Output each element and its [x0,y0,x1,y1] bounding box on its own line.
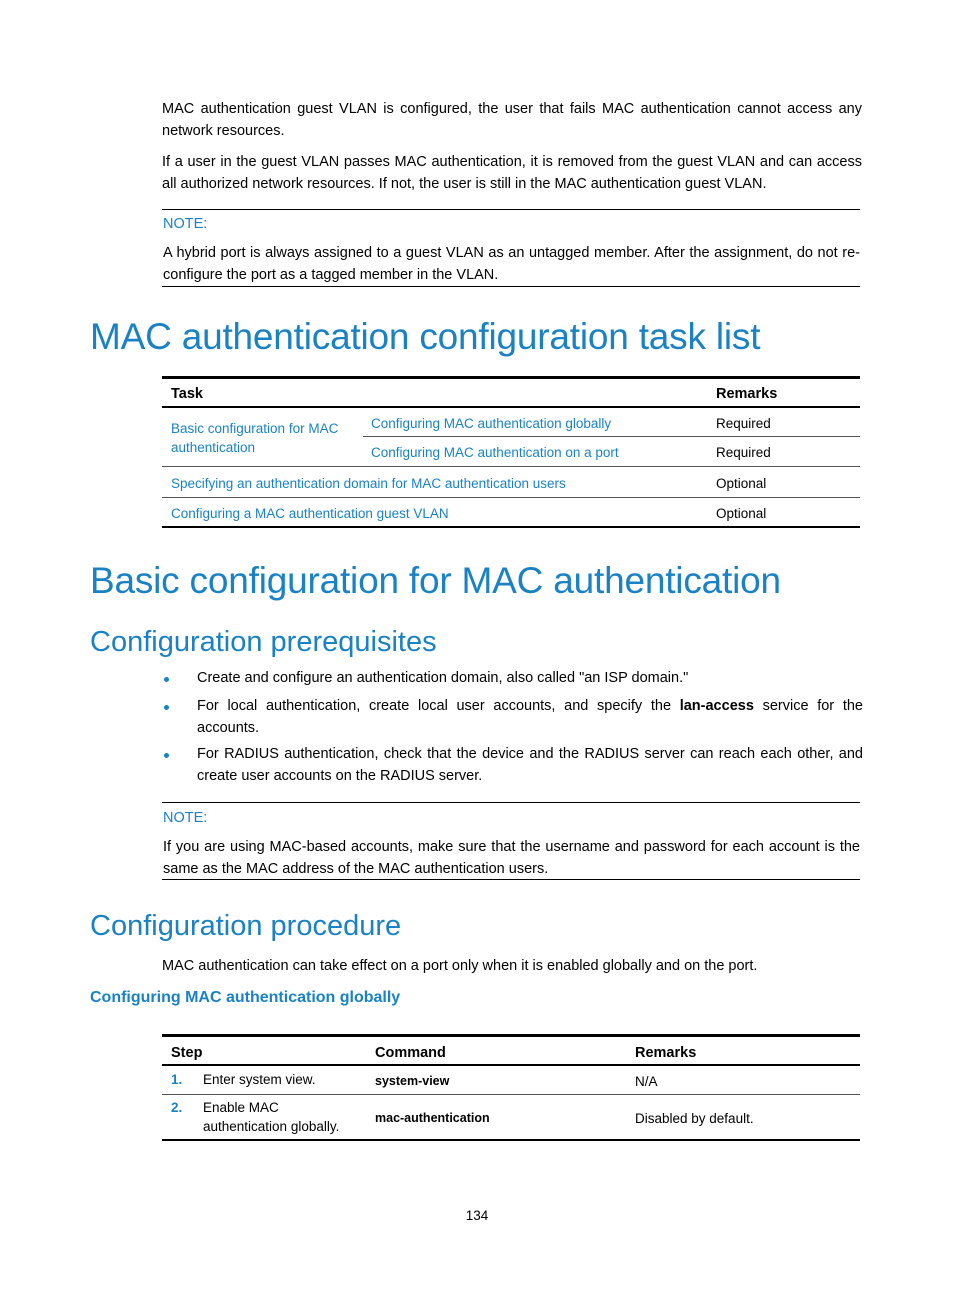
note-text: A hybrid port is always assigned to a guest VLAN as an untagged member. After the assignment, do not re-configure the port as a tagged member in the VLAN. [163,245,860,283]
task-link-port[interactable]: Configuring MAC authentication on a port [371,445,619,460]
task-remarks: Optional [716,476,767,491]
prereq-item-3: For RADIUS authentication, check that the device and the RADIUS server can reach each other, and create user accounts on the RADIUS server. [197,746,863,784]
step-remarks: Disabled by default. [635,1111,754,1126]
row-rule [162,1094,860,1095]
intro-paragraph-1: MAC authentication guest VLAN is configured, the user that fails MAC authentication cannot access any network resources. [162,101,862,139]
note-label: NOTE: [163,810,208,826]
global-config-heading: Configuring MAC authentication globally [90,989,401,1006]
bullet-icon [164,753,169,758]
header-command: Command [375,1045,446,1061]
note-top-rule [162,802,860,803]
table-bottom-rule [162,526,860,528]
note-bottom-rule [162,879,860,880]
prereq-item-2-post: service for the accounts. [197,698,863,736]
row-rule [363,436,860,437]
table-top-rule [162,376,860,379]
task-link-domain[interactable]: Specifying an authentication domain for MAC authentication users [171,476,566,491]
header-rule [162,406,860,408]
task-link-guest-vlan[interactable]: Configuring a MAC authentication guest VLAN [171,506,449,521]
step-remarks: N/A [635,1074,658,1089]
task-list-heading: MAC authentication configuration task list [90,316,761,357]
note-text: If you are using MAC-based accounts, make sure that the username and password for each account is the same as the MAC address of the MAC authentication users. [163,839,860,877]
header-remarks: Remarks [716,386,778,402]
procedure-text: MAC authentication can take effect on a port only when it is enabled globally and on the port. [162,958,758,974]
prereq-item-2-pre: For local authentication, create local user accounts, and specify the [197,698,680,714]
basic-config-heading: Basic configuration for MAC authentication [90,560,781,601]
row-rule [162,497,860,498]
note-top-rule [162,209,860,210]
lan-access-keyword: lan-access [679,698,754,714]
bullet-icon [164,705,169,710]
step-number: 2. [171,1100,183,1115]
prereq-item-2 [197,696,863,739]
step-description: Enable MAC authentication globally. [203,1100,340,1134]
table-bottom-rule [162,1139,860,1141]
note-label: NOTE: [163,216,208,232]
step-number: 1. [171,1072,183,1087]
step-command: mac-authentication [375,1111,490,1125]
header-rule [162,1064,860,1066]
header-step: Step [171,1045,203,1061]
task-remarks: Required [716,416,771,431]
task-remarks: Required [716,445,771,460]
page-number: 134 [465,1208,489,1223]
header-remarks: Remarks [635,1045,697,1061]
bullet-icon [164,677,169,682]
task-group-basic-link[interactable]: Basic configuration for MAC authentication [171,421,339,455]
task-link-global[interactable]: Configuring MAC authentication globally [371,416,612,431]
step-description: Enter system view. [203,1072,316,1087]
prereq-item-1: Create and configure an authentication domain, also called "an ISP domain." [197,670,689,686]
step-command: system-view [375,1074,450,1088]
header-task: Task [171,386,203,402]
row-rule [162,466,860,467]
procedure-heading: Configuration procedure [90,910,402,942]
task-remarks: Optional [716,506,767,521]
intro-paragraph-2: If a user in the guest VLAN passes MAC authentication, it is removed from the guest VLAN and can access all authorized network resources. If not, the user is still in the MAC authentication guest VLAN. [162,154,862,192]
table-top-rule [162,1034,860,1037]
prerequisites-heading: Configuration prerequisites [90,626,437,658]
note-bottom-rule [162,286,860,287]
